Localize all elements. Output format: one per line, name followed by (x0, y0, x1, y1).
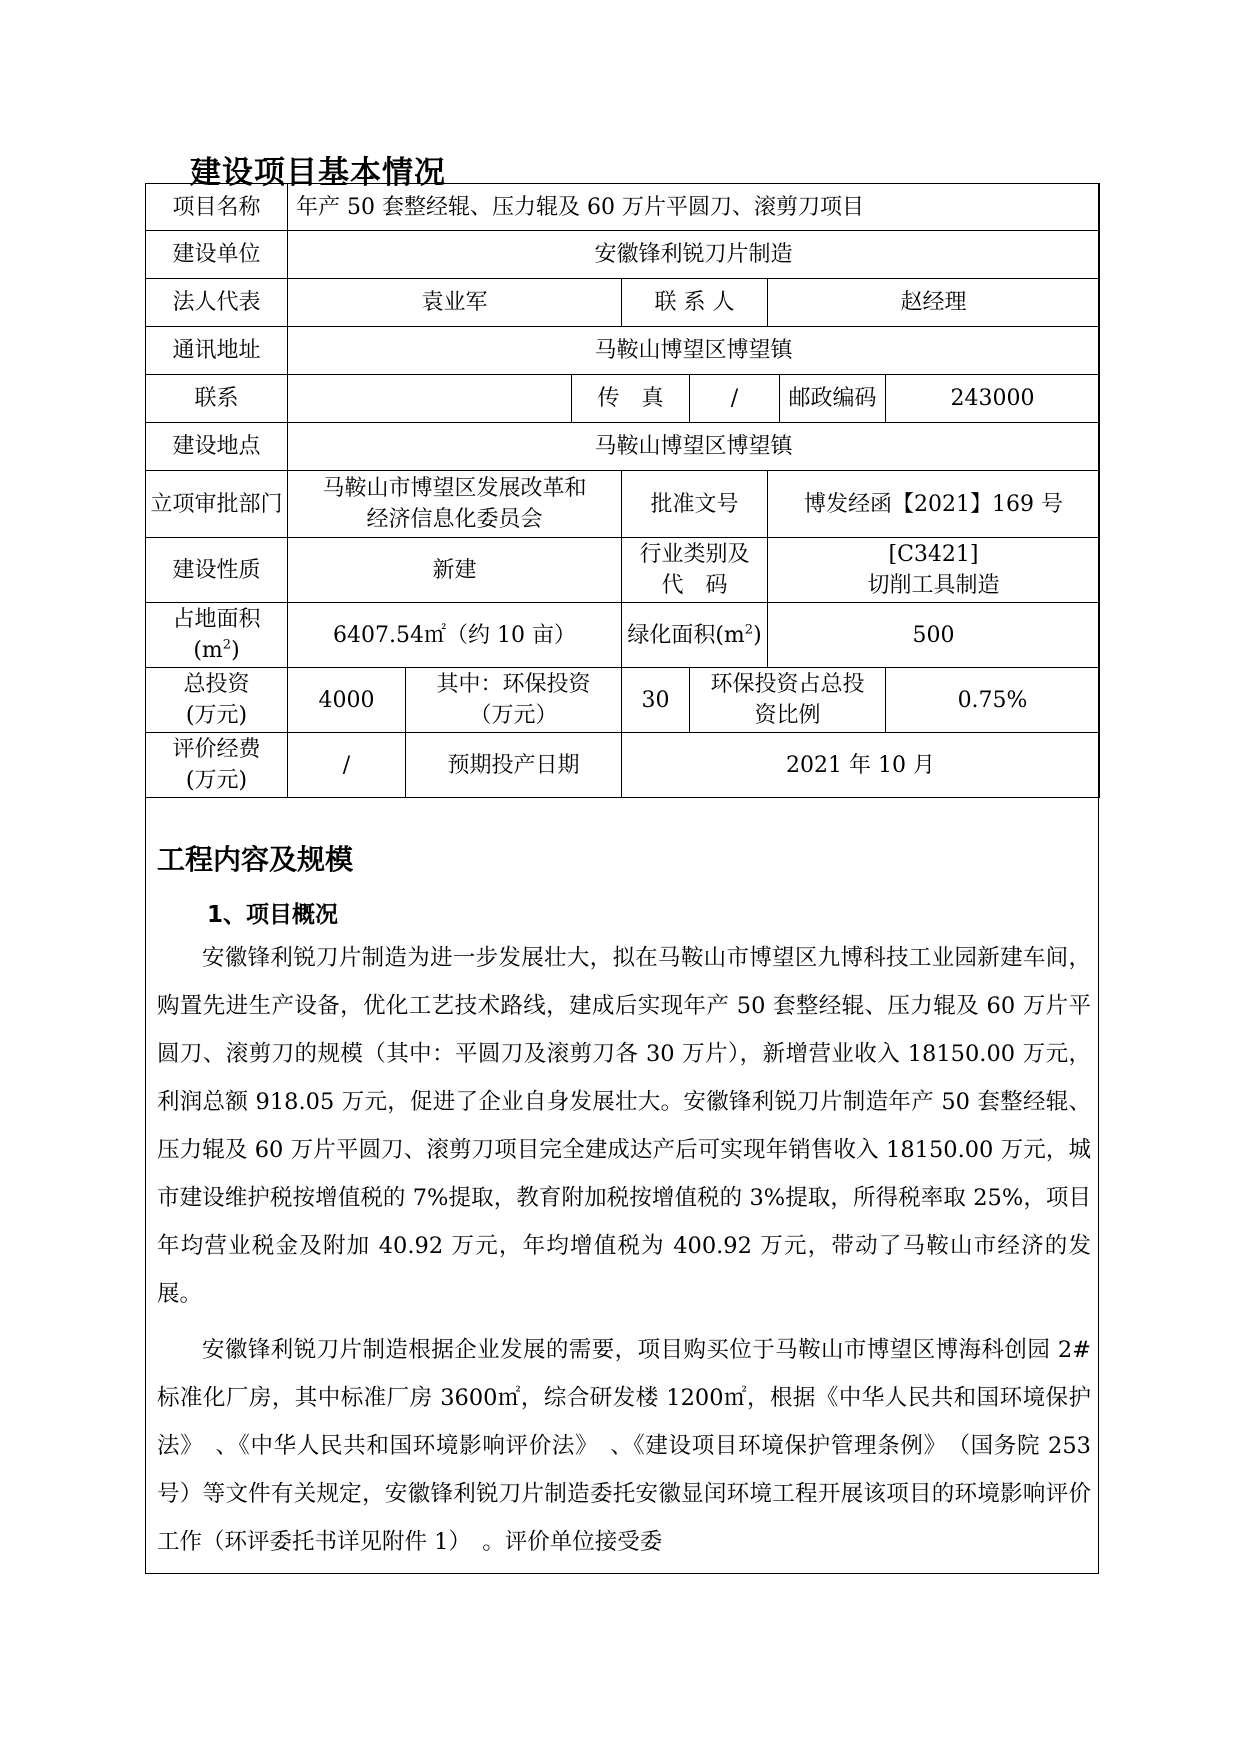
land-area-value: 6407.54㎡（约 10 亩） (288, 603, 622, 668)
builder-label: 建设单位 (146, 231, 288, 279)
env-invest-value: 30 (622, 668, 690, 733)
table-row (146, 668, 1100, 733)
site-value: 马鞍山博望区博望镇 (288, 423, 1100, 471)
table-row (146, 375, 1100, 423)
fax-label: 传 真 (572, 375, 690, 423)
project-name-value: 年产 50 套整经辊、压力辊及 60 万片平圆刀、滚剪刀项目 (288, 184, 1100, 231)
contact-person-value: 赵经理 (768, 279, 1100, 327)
phone-value (288, 375, 572, 423)
land-area-unit: $(m^2)$ (193, 637, 240, 663)
document-title: 建设项目基本情况 (190, 155, 446, 191)
builder-value: 安徽锋利锐刀片制造 (288, 231, 1100, 279)
industry-code: [C3421] (888, 542, 979, 567)
industry-name: 切削工具制造 (867, 573, 1000, 598)
postcode-value: 243000 (886, 375, 1100, 423)
total-invest-label: 总投资 (183, 672, 250, 697)
paragraph-overview: 安徽锋利锐刀片制造为进一步发展壮大，拟在马鞍山市博望区九博科技工业园新建车间，购置先进生产设备，优化工艺技术路线，建成后实现年产 50 套整经辊、压力辊及 60 万片平圆刀、滚剪刀的规模（其中：平圆刀及滚剪刀各 30 万片），新增营业收入 18150.00 万元，利润总额 918.05 万元，促进了企业自身发展壮大。安徽锋利锐刀片制造年产 50 套整经辊、压力辊及 60 万片平圆刀、滚剪刀项目完全建成达产后可实现年销售收入 18150.00 万元，城市建设维护税按增值税的 7%提取，教育附加税按增值税的 3%提取，所得税率取 25%，项目年均营业税金及附加 40.92 万元，年均增值税为 400.92 万元，带动了马鞍山市经济的发展。 (157, 945, 1091, 1307)
table-row (146, 231, 1100, 279)
project-name-label: 项目名称 (146, 184, 288, 231)
industry-label: 行业类别及代 码 (622, 538, 768, 603)
start-date-label: 预期投产日期 (406, 733, 622, 798)
table-row (146, 471, 1100, 538)
subsection-title: 1、项目概况 (207, 902, 339, 928)
land-area-label: 占地面积 (172, 607, 261, 632)
site-label: 建设地点 (146, 423, 288, 471)
total-invest-label-cell (146, 668, 288, 733)
total-invest-unit: (万元) (185, 703, 248, 728)
env-ratio-value: 0.75% (886, 668, 1100, 733)
start-date-value: 2021 年 10 月 (622, 733, 1100, 798)
table-row (146, 538, 1100, 603)
green-area-label: 绿化面积$(m^2)$ (622, 603, 768, 668)
approval-no-value: 博发经函【2021】169 号 (768, 471, 1100, 538)
env-ratio-label: 环保投资占总投资比例 (690, 668, 886, 733)
legal-rep-value: 袁业军 (288, 279, 622, 327)
env-invest-label: 其中：环保投资（万元） (406, 668, 622, 733)
paragraph-background: 安徽锋利锐刀片制造根据企业发展的需要，项目购买位于马鞍山市博望区博海科创园 2#标准化厂房，其中标准厂房 3600㎡，综合研发楼 1200㎡，根据《中华人民共和国环境保护法》 、《中华人民共和国环境影响评价法》 、《建设项目环境保护管理条例》 （国务院 253 号）等文件有关规定，安徽锋利锐刀片制造委托安徽显闰环境工程开展该项目的环境影响评价工作（环评委托书详见附件 1） 。评价单位接受委 (157, 1337, 1091, 1555)
fax-value: / (690, 375, 780, 423)
industry-value (768, 538, 1100, 603)
nature-label: 建设性质 (146, 538, 288, 603)
total-invest-value: 4000 (288, 668, 406, 733)
legal-rep-label: 法人代表 (146, 279, 288, 327)
section-title: 工程内容及规模 (157, 843, 354, 876)
table-row (146, 603, 1100, 668)
green-area-value: 500 (768, 603, 1100, 668)
table-row (146, 733, 1100, 798)
address-value: 马鞍山博望区博望镇 (288, 327, 1100, 375)
eval-fee-label-cell (146, 733, 288, 798)
eval-fee-unit: (万元) (185, 768, 248, 793)
eval-fee-label: 评价经费 (172, 737, 261, 762)
land-area-label-cell (146, 603, 288, 668)
table-row (146, 184, 1100, 231)
address-label: 通讯地址 (146, 327, 288, 375)
nature-value: 新建 (288, 538, 622, 603)
table-row (146, 327, 1100, 375)
project-info-table (145, 183, 1100, 798)
approval-no-label: 批准文号 (622, 471, 768, 538)
table-row (146, 423, 1100, 471)
contact-person-label: 联 系 人 (622, 279, 768, 327)
table-row (146, 279, 1100, 327)
approval-dept-label: 立项审批部门 (146, 471, 288, 538)
approval-dept-value: 马鞍山市博望区发展改革和经济信息化委员会 (288, 471, 622, 538)
postcode-label: 邮政编码 (780, 375, 886, 423)
phone-label: 联系 (146, 375, 288, 423)
eval-fee-value: / (288, 733, 406, 798)
